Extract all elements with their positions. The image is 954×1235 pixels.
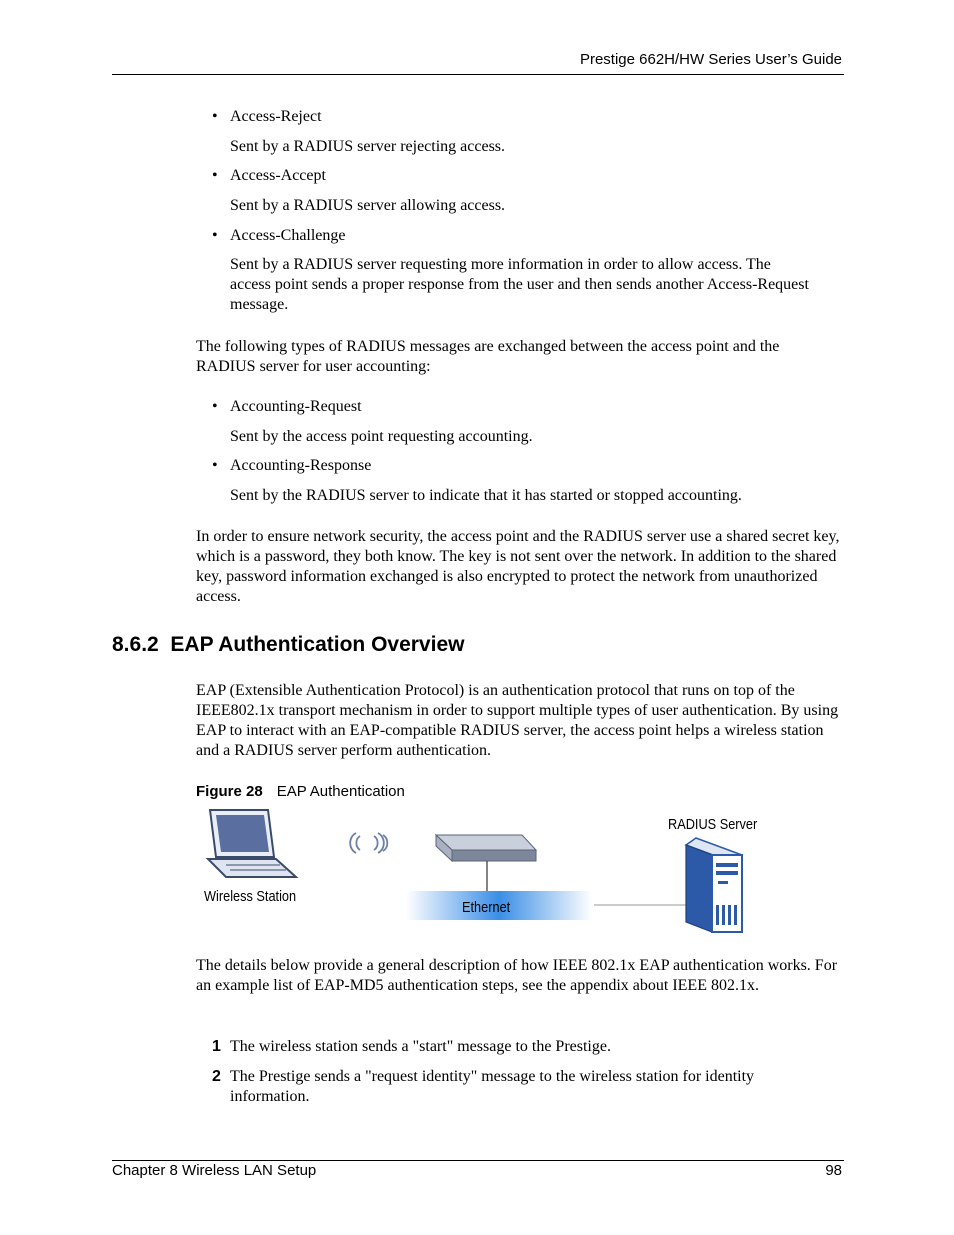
access-point-icon bbox=[436, 835, 536, 891]
bullet-dot: • bbox=[212, 227, 218, 244]
wireless-station-label: Wireless Station bbox=[204, 888, 297, 905]
bullet-dot: • bbox=[212, 398, 218, 415]
list-item-label: Accounting-Request bbox=[230, 398, 362, 415]
radius-server-label: RADIUS Server bbox=[668, 816, 758, 833]
eap-diagram bbox=[196, 805, 796, 940]
list-item-desc: Sent by the RADIUS server to indicate that it has started or stopped accounting. bbox=[230, 487, 742, 504]
list-item-desc: Sent by a RADIUS server requesting more information in order to allow access. The access point sends a proper response from the user and then sends another Access-Request message. bbox=[230, 256, 809, 313]
security-paragraph: In order to ensure network security, the access point and the RADIUS server use a shared secret key, which is a password, they both know. The key is not sent over the network. In addition to the shared key, password information exchanged is also encrypted to protect the network from unauthorized access. bbox=[196, 528, 840, 605]
laptop-icon bbox=[208, 810, 296, 877]
header-title: Prestige 662H/HW Series User’s Guide bbox=[579, 51, 842, 68]
list-item-desc: Sent by a RADIUS server rejecting access. bbox=[230, 138, 506, 155]
step-text: The Prestige sends a "request identity" message to the wireless station for identity information. bbox=[230, 1068, 755, 1105]
list-item-desc: Sent by a RADIUS server allowing access. bbox=[230, 197, 506, 214]
footer-chapter: Chapter 8 Wireless LAN Setup bbox=[112, 1162, 317, 1179]
page-number: 98 bbox=[825, 1162, 842, 1179]
section-heading bbox=[112, 633, 464, 657]
bullet-dot: • bbox=[212, 167, 218, 184]
list-item-label: Accounting-Response bbox=[230, 457, 372, 474]
list-item-label: Access-Reject bbox=[230, 108, 322, 125]
wireless-signal-icon bbox=[350, 833, 387, 853]
list-item-label: Access-Accept bbox=[230, 167, 326, 184]
step-text: The wireless station sends a "start" message to the Prestige. bbox=[230, 1038, 611, 1055]
figure-title: EAP Authentication bbox=[276, 783, 405, 800]
step-number: 2 bbox=[212, 1068, 221, 1085]
bullet-dot: • bbox=[212, 457, 218, 474]
figure-caption bbox=[196, 783, 405, 800]
section-title: EAP Authentication Overview bbox=[170, 633, 465, 656]
list-item-desc: Sent by the access point requesting accounting. bbox=[230, 428, 533, 445]
list-item-label: Access-Challenge bbox=[230, 227, 346, 244]
server-icon bbox=[686, 838, 742, 932]
accounting-intro: The following types of RADIUS messages are exchanged between the access point and the RADIUS server for user accounting: bbox=[196, 338, 780, 375]
figure-label: Figure 28 bbox=[196, 783, 263, 800]
bullet-dot: • bbox=[212, 108, 218, 125]
details-paragraph: The details below provide a general description of how IEEE 802.1x EAP authentication works. For an example list of EAP-MD5 authentication steps, see the appendix about IEEE 802.1x. bbox=[196, 957, 838, 994]
ethernet-label: Ethernet bbox=[462, 899, 511, 916]
header-divider bbox=[112, 74, 844, 75]
step-number: 1 bbox=[212, 1038, 221, 1055]
footer-divider bbox=[112, 1160, 844, 1161]
eap-paragraph: EAP (Extensible Authentication Protocol) is an authentication protocol that runs on top of the IEEE802.1x transport mechanism in order to support multiple types of user authentication. By using EAP to interact with an EAP-compatible RADIUS server, the access point helps a wireless station and a RADIUS server perform authentication. bbox=[196, 682, 839, 759]
section-number: 8.6.2 bbox=[112, 633, 159, 656]
